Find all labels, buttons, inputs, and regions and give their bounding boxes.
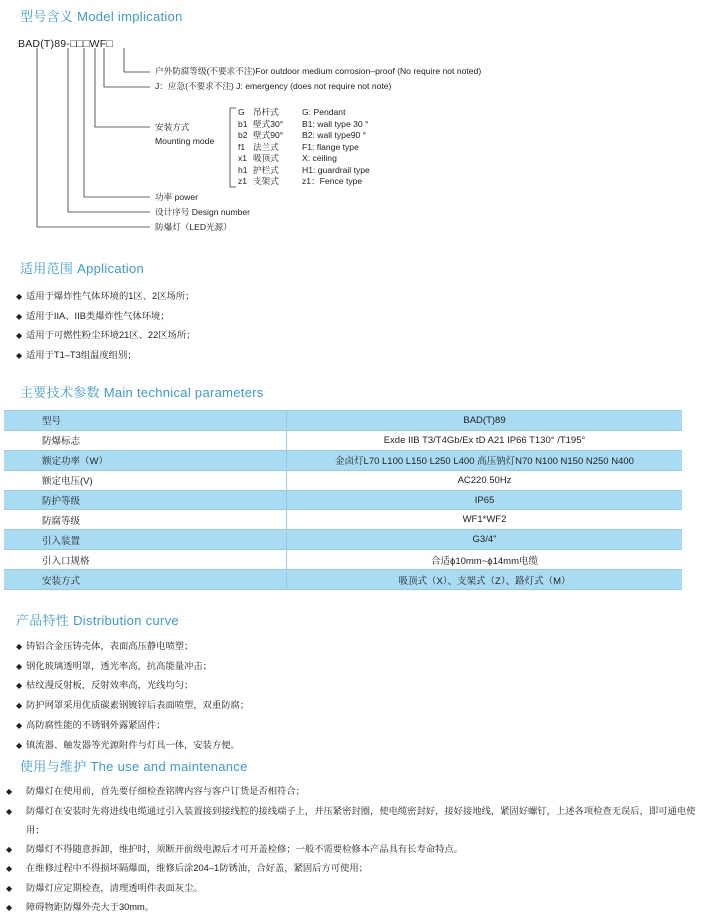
table-row [4,411,682,431]
table-row [4,550,682,570]
diamond-bullet-icon: ◆ [16,351,23,361]
diamond-bullet-icon: ◆ [6,903,13,912]
table-row [4,450,682,470]
mounting-option: G 吊杆式 G: Pendant [238,107,346,117]
list-item: ◆ 防爆灯不得随意拆卸，维护时，须断开前级电源后才可开盖检修；一般不需要检修本产品具有长寿命特点。 [16,840,702,860]
param-label: 防护等级 [4,490,287,510]
list-item: ◆ 适用于T1–T3组温度组别； [16,346,195,366]
param-value: 金卤灯L70 L100 L150 L250 L400 高压钠灯N70 N100 N150 N250 N400 [287,450,683,470]
label-emergency: J：应急(不要求不注) J: emergency (does not require not note) [155,81,392,91]
param-label: 防腐等级 [4,510,287,530]
diamond-bullet-icon: ◆ [16,311,23,321]
model-diagram [0,0,704,250]
parameters-table [4,410,682,590]
label-mounting-cn: 安装方式 [155,122,190,132]
table-row [4,530,682,550]
list-item: ◆ 高防腐性能的不锈钢外露紧固件； [16,716,249,736]
label-power: 功率 power [155,192,198,202]
mounting-option: x1 吸顶式 X: ceiling [238,153,337,163]
section-title-distribution: 产品特性 Distribution curve [16,613,179,628]
param-value: Exde IIB T3/T4Gb/Ex tD A21 IP66 T130° /T195° [287,430,683,450]
diamond-bullet-icon: ◆ [6,864,13,873]
diamond-bullet-icon: ◆ [16,661,23,671]
list-item: ◆ 适用于爆炸性气体环境的1区、2区场所； [16,287,195,307]
table-row [4,470,682,490]
application-list [16,287,195,366]
section-title-maintenance: 使用与维护 The use and maintenance [20,759,248,774]
section-title-application: 适用范围 Application [20,261,145,276]
param-value: G3/4" [287,530,683,550]
mounting-option: f1 法兰式 F1: flange type [238,141,359,152]
table-row [4,430,682,450]
param-label: 引入口规格 [4,550,287,570]
diamond-bullet-icon: ◆ [6,844,13,854]
section-title-model: 型号含义 Model implication [20,9,183,24]
label-lamp: 防爆灯（LED光源） [155,222,232,232]
diamond-bullet-icon: ◆ [16,681,23,691]
label-design: 设计序号 Design number [155,207,251,217]
table-row [4,490,682,510]
diamond-bullet-icon: ◆ [16,720,23,730]
list-item: ◆ 铸铝合金压铸壳体，表面高压静电喷塑； [16,637,249,657]
distribution-list [16,637,249,755]
param-value: IP65 [287,490,683,510]
diamond-bullet-icon: ◆ [6,806,13,816]
param-value: 吸顶式（X）、支架式（Z）、路灯式（M） [287,570,683,590]
list-item: ◆ 适用于IIA、IIB类爆炸性气体环境； [16,307,195,327]
list-item: ◆ 防护网罩采用优质碳素钢镀锌后表面喷塑，双重防腐； [16,696,249,716]
maintenance-list [6,782,702,918]
param-label: 防爆标志 [4,430,287,450]
mounting-options [238,107,370,188]
table-row [4,510,682,530]
list-item: ◆ 障碍物距防爆外壳大于30mm。 [16,898,702,918]
param-value: 合适ϕ10mm~ϕ14mm电缆 [287,550,683,570]
param-label: 安装方式 [4,570,287,590]
table-row [4,570,682,590]
param-label: 型号 [4,411,287,431]
list-item: ◆ 钢化玻璃透明罩，透光率高，抗高能量冲击； [16,657,249,677]
param-value: BAD(T)89 [287,411,683,431]
list-item: ◆ 防爆灯在安装时先将进线电缆通过引入装置接到接线腔的接线端子上，并压紧密封圈，使电缆密封好，接好接地线，紧固好螺钉，上述各项检查无误后，即可通电使用； [16,802,702,840]
param-value: AC220 50Hz [287,470,683,490]
label-mounting-en: Mounting mode [155,136,215,146]
list-item: ◆ 适用于可燃性粉尘环境21区、22区场所； [16,326,195,346]
diamond-bullet-icon: ◆ [16,701,23,711]
section-title-parameters: 主要技术参数 Main technical parameters [20,385,264,400]
list-item: ◆ 在维修过程中不得损坏隔爆面，维修后涂204–1防锈油，合好盖，紧固后方可使用； [16,859,702,879]
model-code: BAD(T)89-□□□WF□ [18,38,113,50]
list-item: ◆ 防爆灯应定期检查，清理透明件表面灰尘。 [16,879,702,899]
diamond-bullet-icon: ◆ [16,740,23,750]
param-label: 额定功率（W） [4,450,287,470]
list-item: ◆ 防爆灯在使用前，首先要仔细检查铭牌内容与客户订货是否相符合； [16,782,702,802]
diamond-bullet-icon: ◆ [16,292,23,301]
diamond-bullet-icon: ◆ [16,331,23,341]
mounting-option: b1 壁式30° B1: wall type 30 ° [238,118,369,129]
label-corrosion: 户外防腐等级(不要求不注)For outdoor medium corrosion–proof (No require not noted) [155,66,482,76]
param-label: 引入装置 [4,530,287,550]
diamond-bullet-icon: ◆ [16,642,23,651]
list-item: ◆ 枯纹漫反射板，反射效率高，光线均匀； [16,676,249,696]
param-label: 额定电压(V) [4,470,287,490]
diamond-bullet-icon: ◆ [6,787,13,796]
diamond-bullet-icon: ◆ [6,883,13,893]
mounting-option: z1 支架式 z1：Fence type [238,176,363,186]
mounting-option: b2 壁式90° B2: wall type90 ° [238,130,367,140]
list-item: ◆ 镇流器、触发器等光源附件与灯具一体，安装方便。 [16,736,249,756]
param-value: WF1*WF2 [287,510,683,530]
mounting-option: h1 护栏式 H1: guardrail type [238,164,370,175]
